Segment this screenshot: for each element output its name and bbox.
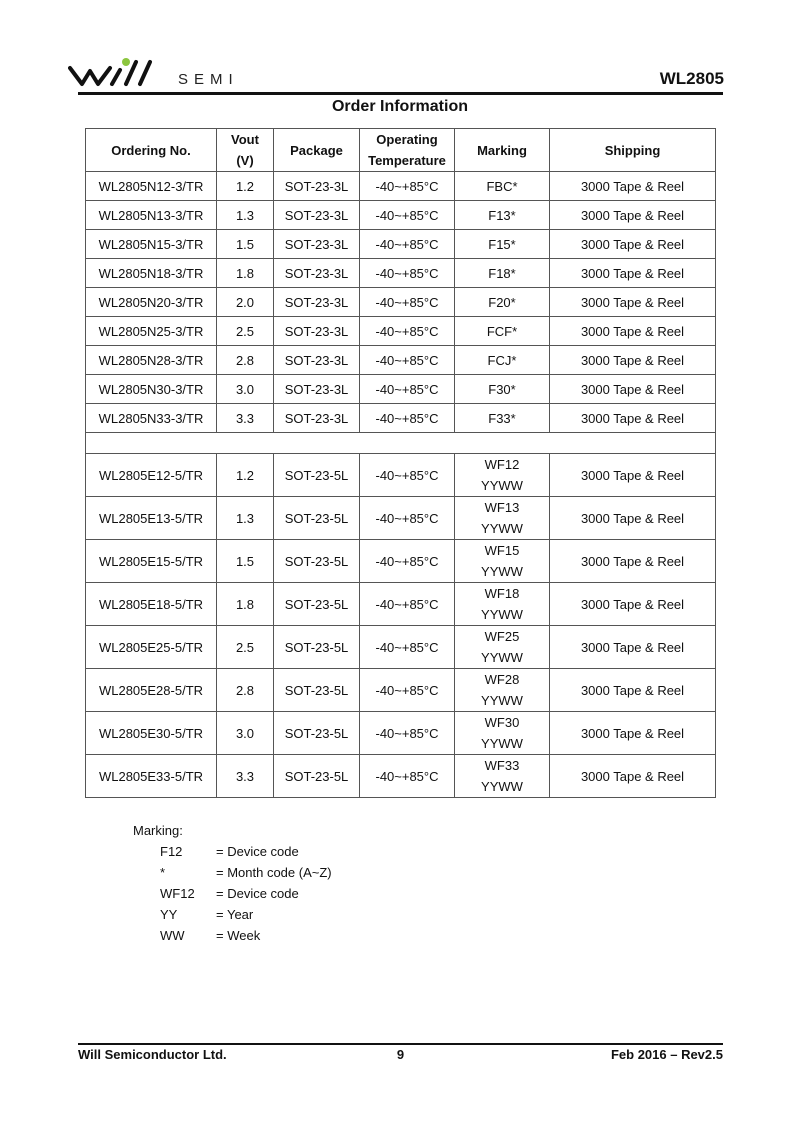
cell-ordering-no: WL2805E25-5/TR xyxy=(86,626,217,669)
table-row xyxy=(86,317,716,346)
footer-company: Will Semiconductor Ltd. xyxy=(78,1047,227,1062)
cell-ordering-no: WL2805E12-5/TR xyxy=(86,454,217,497)
table-row xyxy=(86,259,716,288)
legend-item xyxy=(160,904,332,925)
marking-legend-title: Marking: xyxy=(133,823,183,838)
cell-package: SOT-23-5L xyxy=(274,755,360,798)
cell-package: SOT-23-5L xyxy=(274,669,360,712)
table-row xyxy=(86,583,716,626)
cell-package: SOT-23-5L xyxy=(274,583,360,626)
cell-package: SOT-23-3L xyxy=(274,375,360,404)
legend-desc: = Device code xyxy=(216,844,299,859)
header-temp-line2: Temperature xyxy=(368,153,446,168)
cell-package: SOT-23-3L xyxy=(274,172,360,201)
cell-ordering-no: WL2805N25-3/TR xyxy=(86,317,217,346)
cell-shipping: 3000 Tape & Reel xyxy=(550,454,716,497)
legend-item xyxy=(160,883,332,904)
cell-marking: F33* xyxy=(455,404,550,433)
cell-vout: 1.3 xyxy=(217,201,274,230)
cell-marking: F18* xyxy=(455,259,550,288)
logo-i-stroke xyxy=(112,70,120,84)
marking-line1: WF15 xyxy=(484,543,520,558)
cell-marking xyxy=(455,755,550,798)
cell-vout: 3.0 xyxy=(217,712,274,755)
cell-shipping: 3000 Tape & Reel xyxy=(550,712,716,755)
table-row xyxy=(86,404,716,433)
cell-ordering-no: WL2805E33-5/TR xyxy=(86,755,217,798)
cell-package: SOT-23-5L xyxy=(274,454,360,497)
cell-vout: 3.0 xyxy=(217,375,274,404)
brand-semi-wordmark: SEMI xyxy=(178,71,239,88)
cell-ordering-no: WL2805N13-3/TR xyxy=(86,201,217,230)
cell-marking: FCF* xyxy=(455,317,550,346)
cell-shipping: 3000 Tape & Reel xyxy=(550,201,716,230)
cell-marking: FBC* xyxy=(455,172,550,201)
cell-temperature: -40~+85°C xyxy=(360,583,455,626)
marking-line1: WF28 xyxy=(484,672,520,687)
cell-shipping: 3000 Tape & Reel xyxy=(550,404,716,433)
header-shipping: Shipping xyxy=(550,129,716,172)
cell-temperature: -40~+85°C xyxy=(360,375,455,404)
cell-package: SOT-23-3L xyxy=(274,404,360,433)
legend-code: F12 xyxy=(160,844,183,859)
cell-temperature: -40~+85°C xyxy=(360,230,455,259)
legend-item xyxy=(160,925,332,946)
cell-marking xyxy=(455,454,550,497)
cell-marking xyxy=(455,626,550,669)
marking-line2: YYWW xyxy=(481,779,523,794)
cell-marking xyxy=(455,712,550,755)
marking-line2: YYWW xyxy=(481,607,523,622)
table-row xyxy=(86,346,716,375)
cell-package: SOT-23-3L xyxy=(274,201,360,230)
marking-line2: YYWW xyxy=(481,521,523,536)
cell-marking: F15* xyxy=(455,230,550,259)
cell-temperature: -40~+85°C xyxy=(360,201,455,230)
cell-vout: 1.5 xyxy=(217,230,274,259)
cell-temperature: -40~+85°C xyxy=(360,259,455,288)
marking-line1: WF18 xyxy=(484,586,520,601)
table-row xyxy=(86,669,716,712)
cell-ordering-no: WL2805N28-3/TR xyxy=(86,346,217,375)
cell-marking xyxy=(455,497,550,540)
cell-vout: 2.8 xyxy=(217,669,274,712)
cell-marking: F30* xyxy=(455,375,550,404)
order-info-table xyxy=(85,128,716,798)
cell-shipping: 3000 Tape & Reel xyxy=(550,497,716,540)
cell-vout: 2.0 xyxy=(217,288,274,317)
cell-vout: 1.3 xyxy=(217,497,274,540)
table-row xyxy=(86,540,716,583)
header-marking: Marking xyxy=(455,129,550,172)
legend-code: * xyxy=(160,865,166,880)
cell-temperature: -40~+85°C xyxy=(360,626,455,669)
cell-vout: 1.8 xyxy=(217,583,274,626)
cell-shipping: 3000 Tape & Reel xyxy=(550,755,716,798)
marking-line1: WF12 xyxy=(484,457,520,472)
cell-shipping: 3000 Tape & Reel xyxy=(550,669,716,712)
cell-temperature: -40~+85°C xyxy=(360,346,455,375)
cell-shipping: 3000 Tape & Reel xyxy=(550,540,716,583)
cell-temperature: -40~+85°C xyxy=(360,669,455,712)
cell-package: SOT-23-5L xyxy=(274,712,360,755)
cell-temperature: -40~+85°C xyxy=(360,317,455,346)
cell-package: SOT-23-3L xyxy=(274,288,360,317)
cell-temperature: -40~+85°C xyxy=(360,404,455,433)
cell-package: SOT-23-3L xyxy=(274,317,360,346)
header-vout-line2: (V) xyxy=(236,153,254,168)
cell-vout: 2.5 xyxy=(217,626,274,669)
cell-temperature: -40~+85°C xyxy=(360,454,455,497)
cell-temperature: -40~+85°C xyxy=(360,755,455,798)
table-row xyxy=(86,288,716,317)
legend-desc: = Year xyxy=(216,907,254,922)
cell-temperature: -40~+85°C xyxy=(360,288,455,317)
marking-line1: WF30 xyxy=(484,715,520,730)
header-temp-line1: Operating xyxy=(376,132,438,147)
table-row xyxy=(86,755,716,798)
legend-desc: = Week xyxy=(216,928,261,943)
legend-item xyxy=(160,862,332,883)
cell-shipping: 3000 Tape & Reel xyxy=(550,583,716,626)
legend-code: WW xyxy=(160,928,185,943)
cell-marking xyxy=(455,669,550,712)
cell-ordering-no: WL2805N15-3/TR xyxy=(86,230,217,259)
marking-line2: YYWW xyxy=(481,650,523,665)
legend-code: YY xyxy=(160,907,178,922)
marking-line2: YYWW xyxy=(481,693,523,708)
footer-page-number: 9 xyxy=(396,1047,405,1062)
cell-marking xyxy=(455,583,550,626)
cell-package: SOT-23-3L xyxy=(274,346,360,375)
table-row xyxy=(86,375,716,404)
cell-shipping: 3000 Tape & Reel xyxy=(550,626,716,669)
cell-ordering-no: WL2805N12-3/TR xyxy=(86,172,217,201)
document-id: WL2805 xyxy=(659,69,724,88)
header-vout xyxy=(217,129,274,172)
page-footer xyxy=(78,1047,723,1062)
cell-package: SOT-23-5L xyxy=(274,497,360,540)
cell-vout: 2.8 xyxy=(217,346,274,375)
table-row xyxy=(86,201,716,230)
table-header-row xyxy=(86,129,716,172)
legend-item xyxy=(160,841,332,862)
cell-package: SOT-23-3L xyxy=(274,230,360,259)
cell-temperature: -40~+85°C xyxy=(360,540,455,583)
cell-ordering-no: WL2805N20-3/TR xyxy=(86,288,217,317)
cell-shipping: 3000 Tape & Reel xyxy=(550,346,716,375)
footer-revision: Feb 2016 – Rev2.5 xyxy=(610,1047,723,1062)
cell-vout: 3.3 xyxy=(217,755,274,798)
table-spacer-row xyxy=(86,433,716,454)
logo-w-mark xyxy=(70,68,110,84)
cell-ordering-no: WL2805E30-5/TR xyxy=(86,712,217,755)
cell-vout: 1.2 xyxy=(217,172,274,201)
table-row xyxy=(86,712,716,755)
marking-line2: YYWW xyxy=(481,564,523,579)
cell-ordering-no: WL2805E28-5/TR xyxy=(86,669,217,712)
cell-package: SOT-23-5L xyxy=(274,626,360,669)
cell-ordering-no: WL2805N33-3/TR xyxy=(86,404,217,433)
section-title: Order Information xyxy=(331,98,468,115)
table-row xyxy=(86,497,716,540)
header-divider xyxy=(78,92,723,95)
cell-vout: 3.3 xyxy=(217,404,274,433)
cell-ordering-no: WL2805N30-3/TR xyxy=(86,375,217,404)
cell-ordering-no: WL2805N18-3/TR xyxy=(86,259,217,288)
legend-desc: = Month code (A~Z) xyxy=(216,865,332,880)
cell-package: SOT-23-3L xyxy=(274,259,360,288)
spacer-cell xyxy=(86,433,716,454)
header-temperature xyxy=(360,129,455,172)
cell-shipping: 3000 Tape & Reel xyxy=(550,288,716,317)
header-vout-line1: Vout xyxy=(231,132,259,147)
cell-ordering-no: WL2805E18-5/TR xyxy=(86,583,217,626)
cell-shipping: 3000 Tape & Reel xyxy=(550,172,716,201)
marking-line1: WF33 xyxy=(484,758,520,773)
header-ordering-no: Ordering No. xyxy=(86,129,217,172)
marking-legend xyxy=(133,820,332,946)
marking-line2: YYWW xyxy=(481,736,523,751)
cell-marking: F20* xyxy=(455,288,550,317)
cell-temperature: -40~+85°C xyxy=(360,172,455,201)
logo-green-dot xyxy=(122,58,130,66)
logo-l2-stroke xyxy=(140,62,150,84)
marking-line1: WF25 xyxy=(484,629,520,644)
legend-code: WF12 xyxy=(160,886,195,901)
cell-ordering-no: WL2805E13-5/TR xyxy=(86,497,217,540)
cell-vout: 1.2 xyxy=(217,454,274,497)
cell-vout: 1.8 xyxy=(217,259,274,288)
cell-vout: 1.5 xyxy=(217,540,274,583)
cell-shipping: 3000 Tape & Reel xyxy=(550,230,716,259)
cell-shipping: 3000 Tape & Reel xyxy=(550,375,716,404)
table-row xyxy=(86,230,716,259)
cell-temperature: -40~+85°C xyxy=(360,497,455,540)
table-row xyxy=(86,626,716,669)
cell-marking: F13* xyxy=(455,201,550,230)
cell-shipping: 3000 Tape & Reel xyxy=(550,317,716,346)
marking-line2: YYWW xyxy=(481,478,523,493)
cell-temperature: -40~+85°C xyxy=(360,712,455,755)
marking-line1: WF13 xyxy=(484,500,520,515)
cell-marking: FCJ* xyxy=(455,346,550,375)
cell-ordering-no: WL2805E15-5/TR xyxy=(86,540,217,583)
legend-desc: = Device code xyxy=(216,886,299,901)
header-package: Package xyxy=(274,129,360,172)
cell-vout: 2.5 xyxy=(217,317,274,346)
cell-shipping: 3000 Tape & Reel xyxy=(550,259,716,288)
table-row xyxy=(86,172,716,201)
table-row xyxy=(86,454,716,497)
footer-divider xyxy=(78,1043,723,1045)
cell-marking xyxy=(455,540,550,583)
cell-package: SOT-23-5L xyxy=(274,540,360,583)
